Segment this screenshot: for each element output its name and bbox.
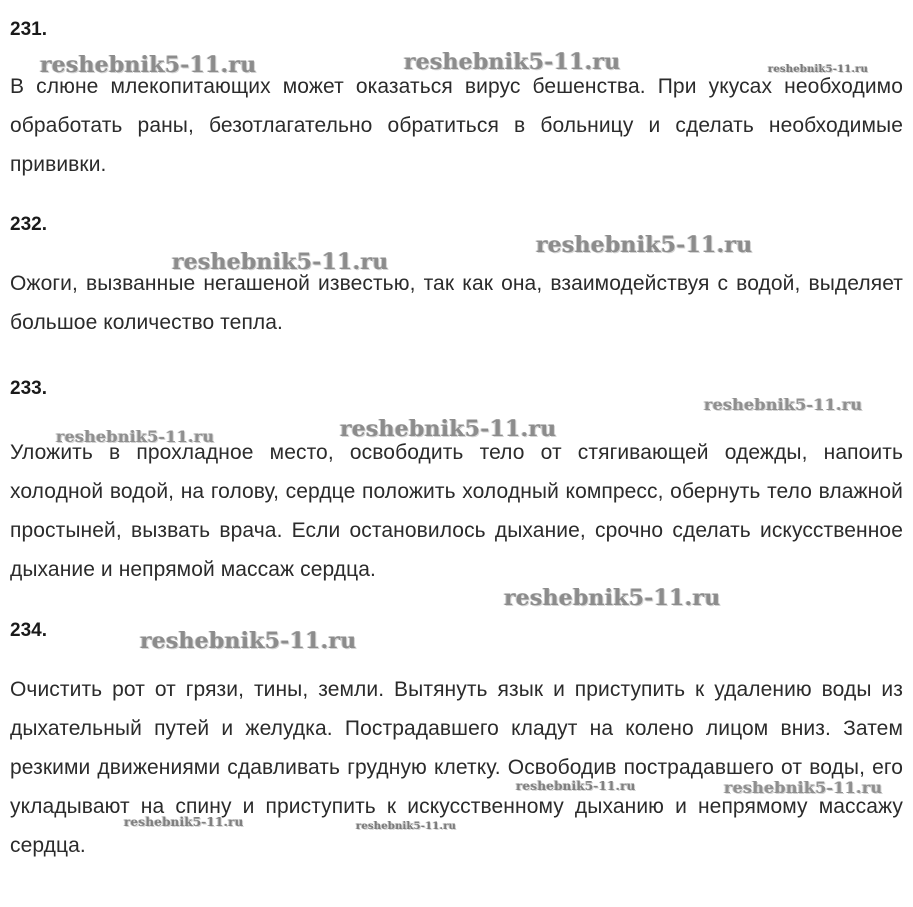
watermark: reshebnik5-11.ru [124,815,244,829]
section-number-233: 233. [10,378,47,399]
section-text-233: Уложить в прохладное место, освободить тело от стягивающей одежды, напоить холодной водой, на голову, сердце положить холодный компресс, обернуть тело влажной простыней, вызвать врача. Если остановилось дыхание, срочно сделать искусственное дыхание и непрямой массаж сердца. [10,441,903,581]
watermark: reshebnik5-11.ru [340,416,557,442]
watermark: reshebnik5-11.ru [724,778,883,797]
watermark: reshebnik5-11.ru [404,49,621,75]
watermark: reshebnik5-11.ru [536,232,753,258]
section-text-231: В слюне млекопитающих может оказаться вирус бешенства. При укусах необходимо обработать раны, безотлагательно обратиться в больницу и сделать необходимые прививки. [10,75,903,176]
section-text-232: Ожоги, вызванные негашеной известью, так как она, взаимодействуя с водой, выделяет большое количество тепла. [10,272,903,334]
watermark: reshebnik5-11.ru [704,395,863,414]
watermark: reshebnik5-11.ru [172,249,389,275]
section-text-234: Очистить рот от грязи, тины, земли. Вытянуть язык и приступить к удалению воды из дыхательный путей и желудка. Пострадавшего кладут на колено лицом вниз. Затем резкими движениями сдавливать грудную клетку. Освободив пострадавшего от воды, его укладывают на спину и приступить к искусственному дыханию и непрямому массажу сердца. [10,678,903,857]
watermark: reshebnik5-11.ru [40,52,257,78]
watermark: reshebnik5-11.ru [56,427,215,446]
section-number-231: 231. [10,19,47,40]
section-number-232: 232. [10,214,47,235]
watermark: reshebnik5-11.ru [504,585,721,611]
watermark: reshebnik5-11.ru [140,628,357,654]
watermark: reshebnik5-11.ru [356,821,457,832]
watermark: reshebnik5-11.ru [768,64,869,75]
section-number-234: 234. [10,620,47,641]
watermark: reshebnik5-11.ru [516,779,636,793]
